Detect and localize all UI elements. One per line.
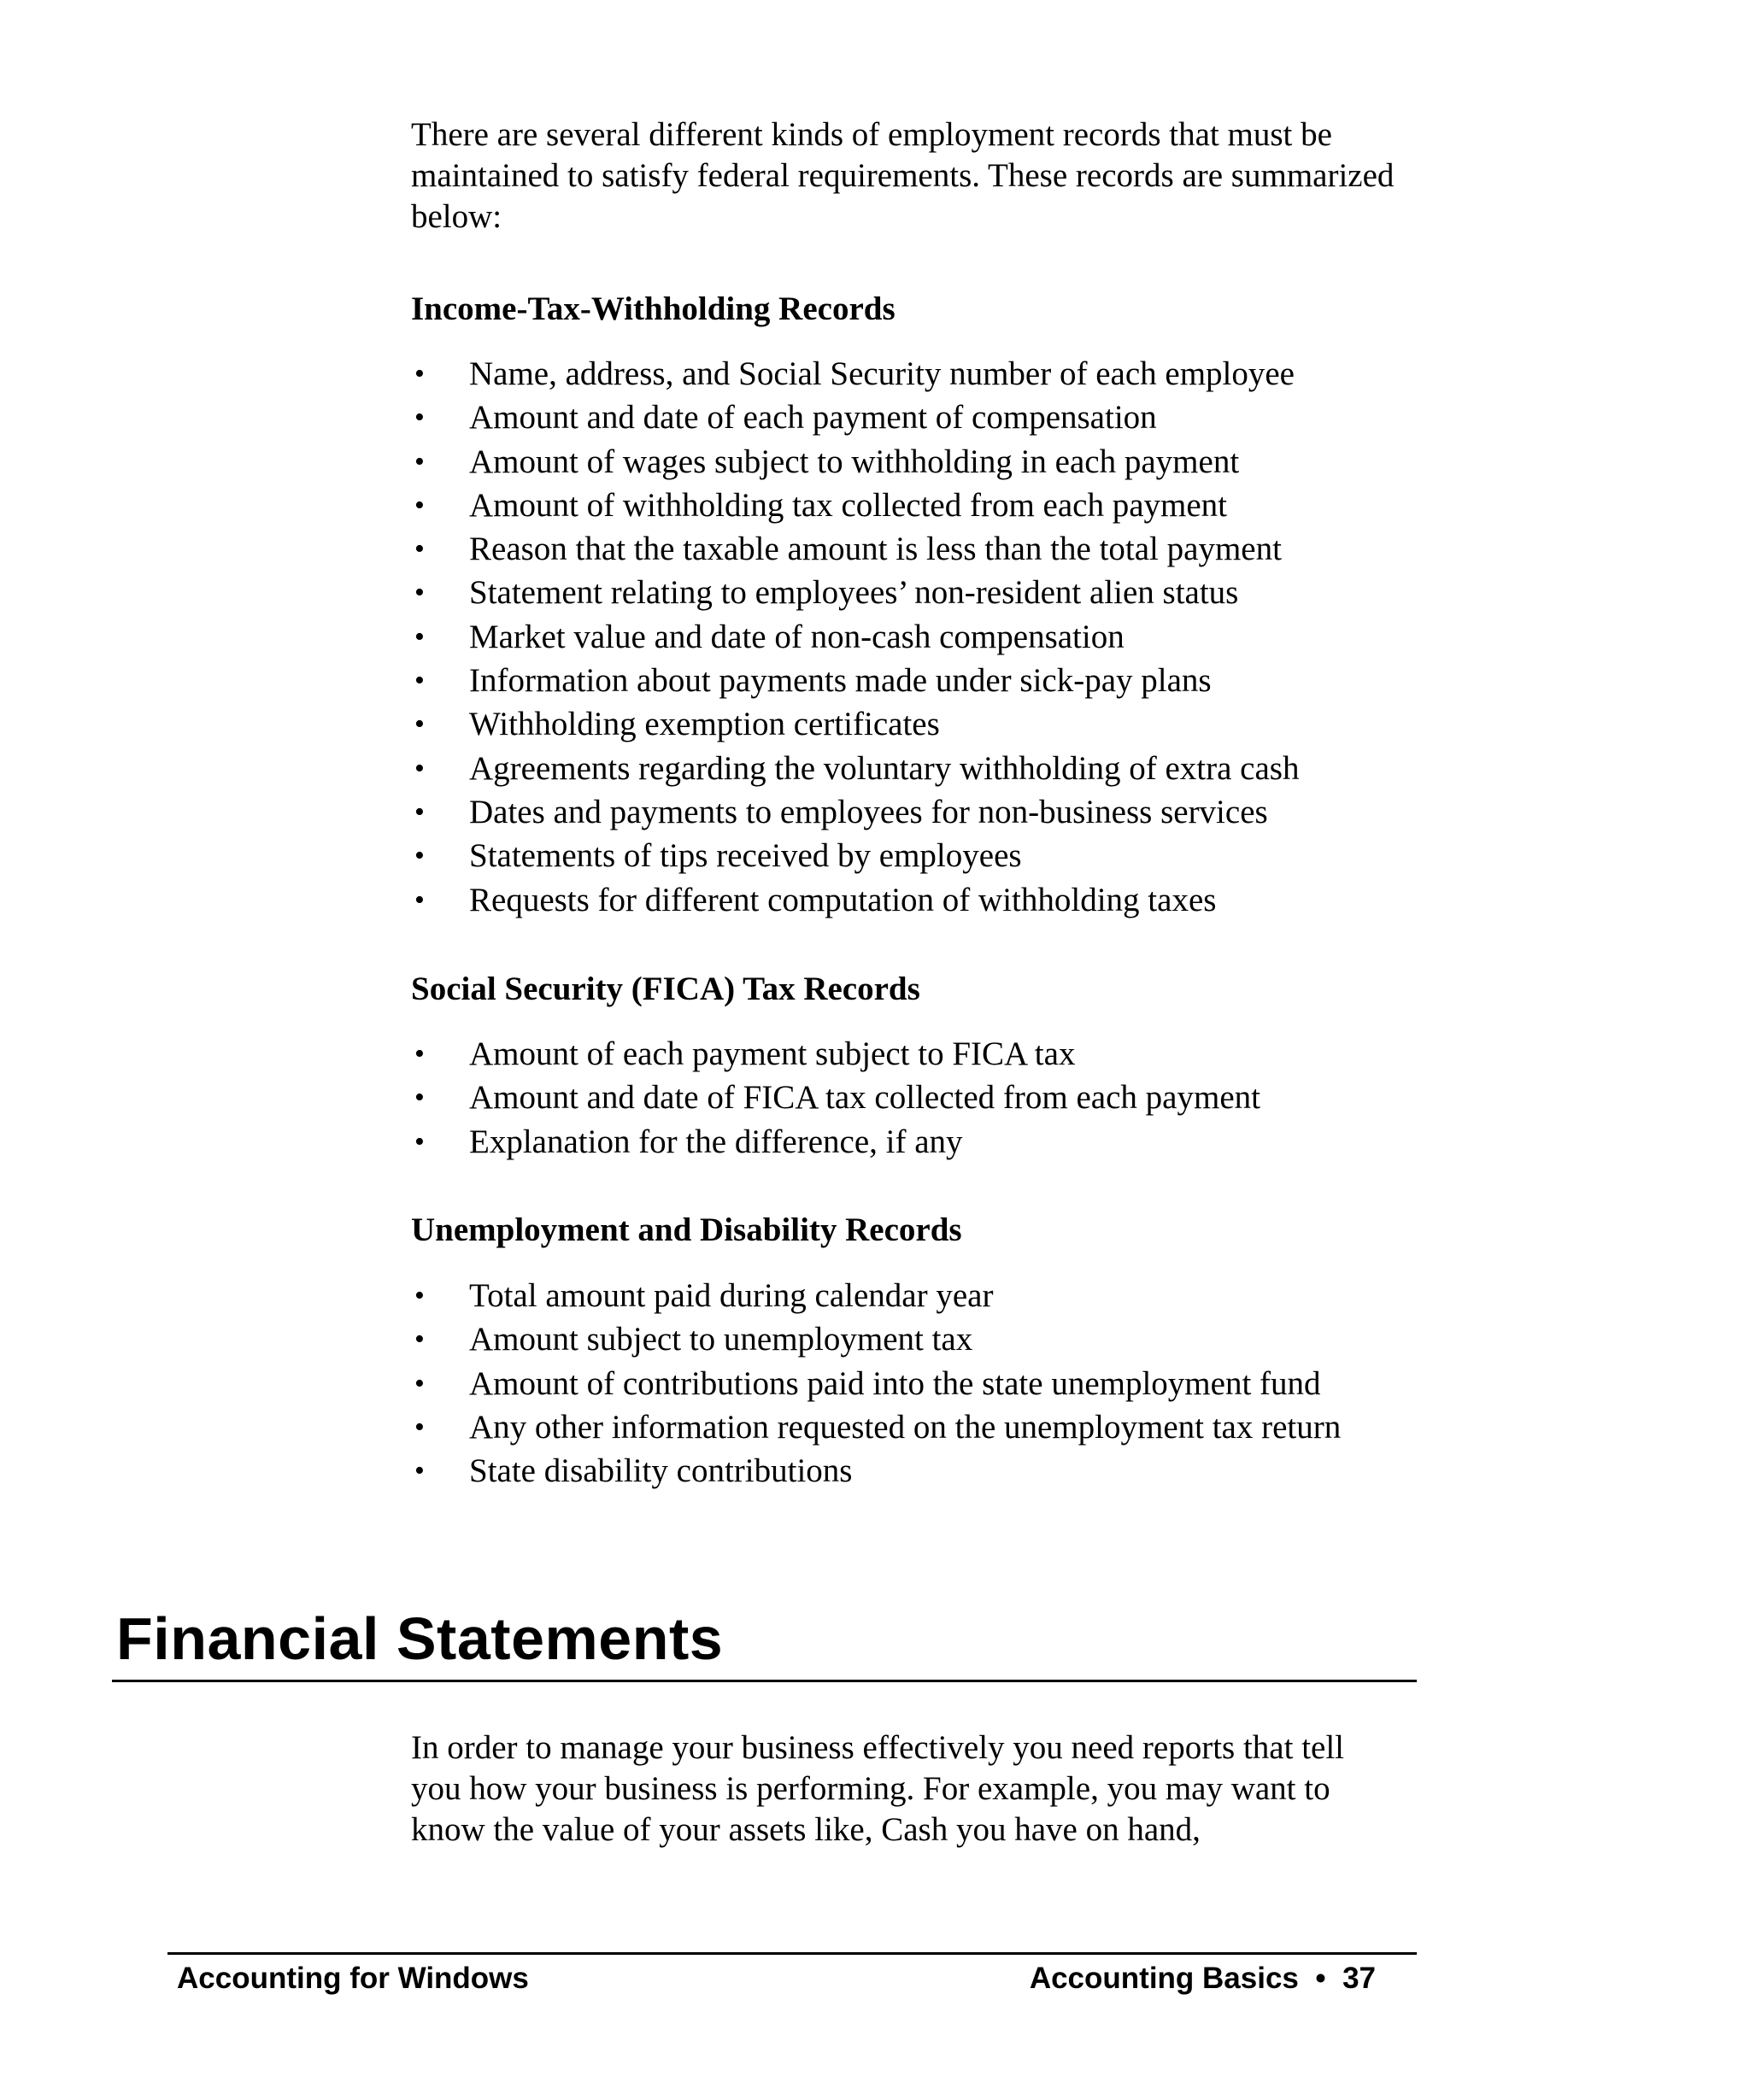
financial-statements-title: Financial Statements [116, 1605, 724, 1672]
list-item [411, 1120, 1260, 1164]
bullet-icon: • [414, 489, 425, 521]
list-item-text: Reason that the taxable amount is less than the total payment [469, 531, 1282, 568]
list-item [411, 1274, 1341, 1317]
list-item [411, 1076, 1260, 1119]
bullet-icon: • [414, 752, 425, 784]
bullet-icon: • [414, 1455, 425, 1487]
list-item-text: Withholding exemption certificates [469, 706, 940, 743]
bullet-icon: • [414, 883, 425, 916]
list-item-text: Amount subject to unemployment tax [469, 1321, 973, 1358]
list-item [411, 396, 1299, 439]
footer-divider [167, 1952, 1417, 1955]
list-item [411, 1317, 1341, 1361]
list-item-text: Name, address, and Social Security number of each employee [469, 355, 1295, 392]
list-item-text: Amount of withholding tax collected from each payment [469, 486, 1228, 524]
list-item [411, 834, 1299, 877]
section-heading-fica: Social Security (FICA) Tax Records [411, 971, 920, 1007]
footer-chapter: Accounting Basics [1029, 1962, 1299, 1995]
bullet-icon: • [414, 620, 425, 653]
financial-statements-paragraph: In order to manage your business effectively you need reports that tell you how your business is performing. For example, you may want to know the value of your assets like, Cash you have on hand, [411, 1729, 1345, 1848]
bullet-icon: • [414, 1323, 425, 1356]
title-divider [112, 1680, 1417, 1682]
list-item-text: Market value and date of non-cash compensation [469, 618, 1125, 655]
footer-page-info [1017, 1961, 1376, 1997]
list-item-text: State disability contributions [469, 1452, 853, 1490]
list-item-text: Statements of tips received by employees [469, 837, 1022, 875]
list-item [411, 790, 1299, 834]
list-item [411, 1032, 1260, 1076]
section-heading-income-tax: Income-Tax-Withholding Records [411, 290, 896, 327]
list-item-text: Amount and date of FICA tax collected from each payment [469, 1079, 1260, 1117]
bullet-icon: • [414, 840, 425, 872]
list-item-text: Amount of wages subject to withholding in each payment [469, 443, 1240, 480]
list-item-text: Requests for different computation of withholding taxes [469, 881, 1217, 918]
fica-records-list [411, 1032, 1260, 1164]
list-item [411, 615, 1299, 659]
list-item-text: Any other information requested on the unemployment tax return [469, 1408, 1342, 1446]
list-item-text: Explanation for the difference, if any [469, 1123, 963, 1160]
bullet-icon: • [414, 402, 425, 434]
intro-paragraph: There are several different kinds of employment records that must be maintained to satisfy federal requirements. These records are summarized below: [411, 116, 1395, 235]
list-item [411, 352, 1299, 396]
bullet-icon: • [414, 1367, 425, 1399]
list-item-text: Amount and date of each payment of compensation [469, 399, 1157, 437]
list-item-text: Amount of contributions paid into the state unemployment fund [469, 1364, 1321, 1402]
list-item [411, 747, 1299, 790]
unemployment-records-list [411, 1274, 1341, 1493]
footer-separator: • [1315, 1962, 1326, 1995]
bullet-icon: • [414, 358, 425, 390]
list-item [411, 484, 1299, 527]
list-item [411, 440, 1299, 484]
bullet-icon: • [414, 1082, 425, 1114]
list-item [411, 571, 1299, 614]
section-heading-unemployment: Unemployment and Disability Records [411, 1211, 962, 1248]
bullet-icon: • [414, 665, 425, 697]
list-item-text: Information about payments made under sick-pay plans [469, 662, 1212, 700]
bullet-icon: • [414, 1280, 425, 1311]
list-item-text: Agreements regarding the voluntary withholding of extra cash [469, 749, 1300, 787]
bullet-icon: • [414, 708, 425, 741]
list-item [411, 1362, 1341, 1405]
bullet-icon: • [414, 1038, 425, 1070]
footer-book-title: Accounting for Windows [177, 1962, 529, 1995]
list-item-text: Amount of each payment subject to FICA tax [469, 1035, 1076, 1072]
list-item-text: Dates and payments to employees for non-business services [469, 793, 1268, 830]
list-item [411, 1449, 1341, 1493]
bullet-icon: • [414, 533, 425, 566]
bullet-icon: • [414, 1411, 425, 1443]
bullet-icon: • [414, 795, 425, 828]
bullet-icon: • [414, 577, 425, 609]
bullet-icon: • [414, 445, 425, 478]
list-item [411, 1405, 1341, 1449]
list-item-text: Statement relating to employees’ non-resident alien status [469, 574, 1239, 612]
list-item-text: Total amount paid during calendar year [469, 1277, 994, 1314]
list-item [411, 702, 1299, 746]
list-item [411, 527, 1299, 571]
page-number: 37 [1342, 1962, 1376, 1995]
bullet-icon: • [414, 1125, 425, 1158]
list-item [411, 878, 1299, 922]
list-item [411, 659, 1299, 702]
income-tax-records-list [411, 352, 1299, 922]
